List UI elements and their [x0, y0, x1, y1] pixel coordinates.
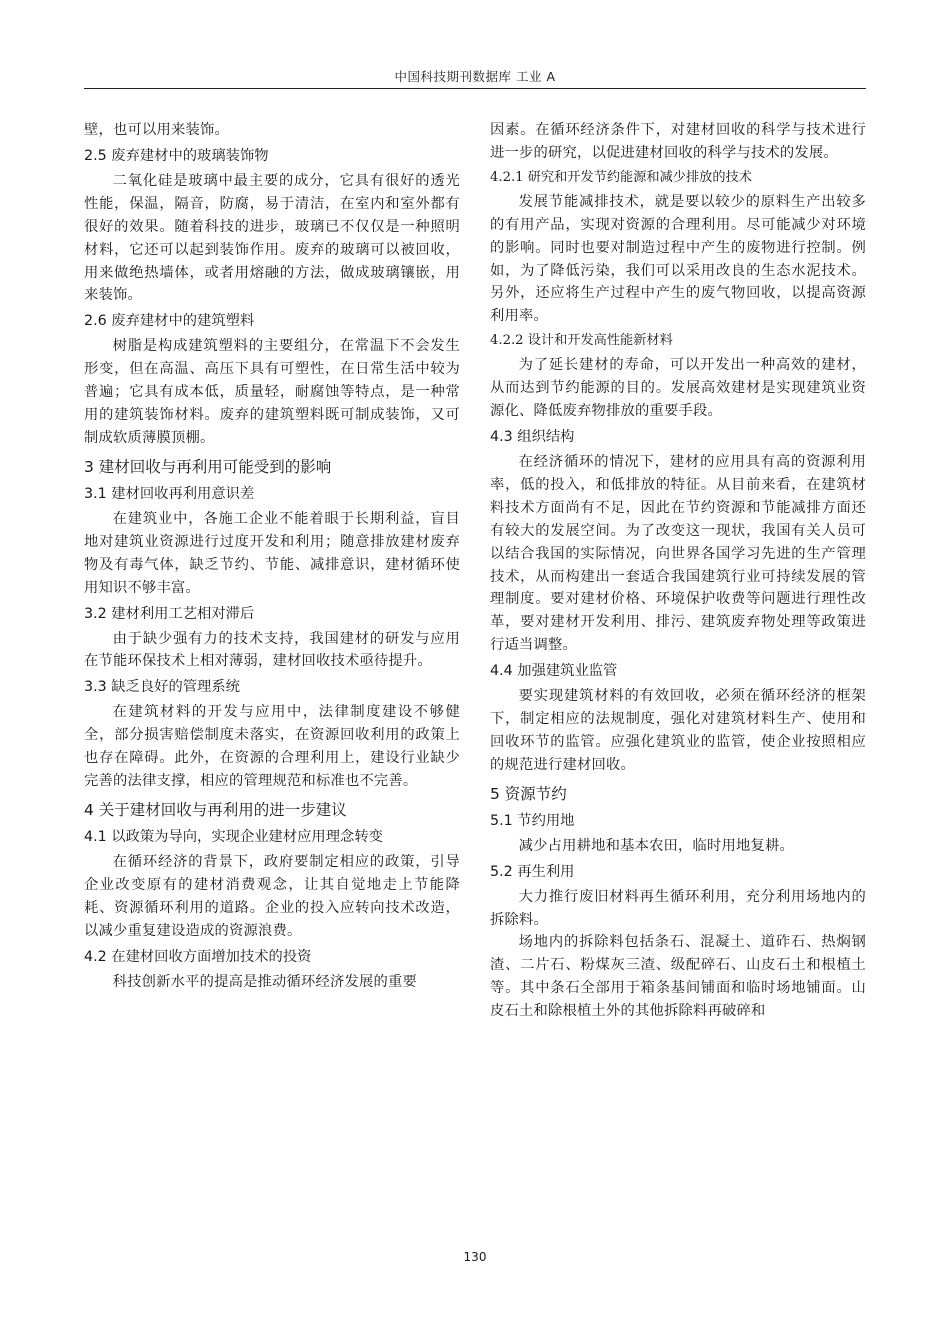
section-heading-5-1: 5.1 节约用地 [490, 812, 575, 829]
paragraph: 在循环经济的背景下，政府要制定相应的政策，引导企业改变原有的建材消费观念，让其自觉地走上节能降耗、资源循环利用的道路。企业的投入应转向技术改造，以减少重复建设造成的资源浪费。 [84, 853, 460, 939]
section-heading-5: 5 资源节约 [490, 784, 567, 803]
paragraph: 壁，也可以用来装饰。 [84, 122, 229, 138]
paragraph: 在建筑业中，各施工企业不能着眼于长期利益，盲目地对建筑业资源进行过度开发和利用；随意排放建材废弃物及有毒气体，缺乏节约、节能、减排意识，建材循环使用知识不够丰富。 [84, 510, 460, 596]
paragraph: 科技创新水平的提高是推动循环经济发展的重要 [112, 973, 418, 990]
right-column [490, 119, 866, 1023]
page-number: 130 [463, 1250, 487, 1264]
section-heading-4-2: 4.2 在建材回收方面增加技术的投资 [84, 948, 312, 965]
section-heading-3-1: 3.1 建材回收再利用意识差 [84, 485, 255, 502]
section-heading-5-2: 5.2 再生利用 [490, 863, 575, 880]
paragraph: 在经济循环的情况下，建材的应用具有高的资源利用率，低的投入，和低排放的特征。从目前来看，在建筑材料技术方面尚有不足，因此在节约资源和节能减排方面还有较大的发展空间。为了改变这一现状，我国有关人员可以结合我国的实际情况，向世界各国学习先进的生产管理技术，从而构建出一套适合我国建筑行业可持续发展的管理制度。要对建材价格、环境保护收费等问题进行理性改革，要对建材开发利用、排污、建筑废弃物处理等政策进行适当调整。 [490, 453, 866, 654]
paragraph: 树脂是构成建筑塑料的主要组分，在常温下不会发生形变，但在高温、高压下具有可塑性，在日常生活中较为普遍；它具有成本低，质量轻，耐腐蚀等特点，是一种常用的建筑装饰材料。废弃的建筑塑料既可制成装饰，又可制成软质薄膜顶棚。 [84, 338, 460, 446]
section-heading-4: 4 关于建材回收与再利用的进一步建议 [84, 800, 347, 819]
section-heading-3-3: 3.3 缺乏良好的管理系统 [84, 679, 240, 696]
section-heading-3: 3 建材回收与再利用可能受到的影响 [84, 457, 332, 476]
header-divider [84, 88, 866, 89]
paragraph: 在建筑材料的开发与应用中，法律制度建设不够健全，部分损害赔偿制度未落实，在资源回收利用的政策上也存在障碍。此外，在资源的合理利用上，建设行业缺少完善的法律支撑，相应的管理规范和标准也不完善。 [84, 704, 460, 790]
paragraph: 因素。在循环经济条件下，对建材回收的科学与技术进行进一步的研究，以促进建材回收的科学与技术的发展。 [490, 122, 866, 161]
paragraph: 场地内的拆除料包括条石、混凝土、道砟石、热焖钢渣、二片石、粉煤灰三渣、级配碎石、山皮石土和根植土等。其中条石全部用于箱条基间铺面和临时场地铺面。山皮石土和除根植土外的其他拆除料再破碎和 [490, 934, 866, 1020]
paragraph: 减少占用耕地和基本农田，临时用地复耕。 [518, 837, 795, 854]
paragraph: 由于缺少强有力的技术支持，我国建材的研发与应用在节能环保技术上相对薄弱，建材回收技术亟待提升。 [84, 630, 460, 670]
left-column [84, 119, 460, 993]
paragraph: 为了延长建材的寿命，可以开发出一种高效的建材，从而达到节约能源的目的。发展高效建材是实现建筑业资源化、降低废弃物排放的重要手段。 [490, 357, 866, 420]
section-heading-2-6: 2.6 废弃建材中的建筑塑料 [84, 313, 255, 330]
section-heading-3-2: 3.2 建材利用工艺相对滞后 [84, 605, 255, 622]
section-heading-4-1: 4.1 以政策为导向，实现企业建材应用理念转变 [84, 828, 383, 845]
paragraph: 发展节能减排技术，就是要以较少的原料生产出较多的有用产品，实现对资源的合理利用。尽可能减少对环境的影响。同时也要对制造过程中产生的废物进行控制。例如，为了降低污染，我们可以采用改良的生态水泥技术。另外，还应将生产过程中产生的废气物回收，以提高资源利用率。 [490, 193, 866, 325]
section-heading-4-4: 4.4 加强建筑业监管 [490, 663, 618, 680]
section-heading-4-3: 4.3 组织结构 [490, 428, 575, 445]
section-heading-4-2-1: 4.2.1 研究和开发节约能源和减少排放的技术 [490, 169, 752, 185]
paragraph: 大力推行废旧材料再生循环利用，充分利用场地内的拆除料。 [490, 888, 866, 928]
section-heading-2-5: 2.5 废弃建材中的玻璃装饰物 [84, 147, 269, 164]
paragraph: 要实现建筑材料的有效回收，必须在循环经济的框架下，制定相应的法规制度，强化对建筑材料生产、使用和回收环节的监管。应强化建筑业的监管，使企业按照相应的规范进行建材回收。 [490, 688, 866, 773]
running-header: 中国科技期刊数据库 工业 A [394, 69, 556, 84]
section-heading-4-2-2: 4.2.2 设计和开发高性能新材料 [490, 333, 673, 349]
paragraph: 二氧化硅是玻璃中最主要的成分，它具有很好的透光性能，保温，隔音，防腐，易于清洁，在室内和室外都有很好的效果。随着科技的进步，玻璃已不仅仅是一种照明材料，它还可以起到装饰作用。废弃的玻璃可以被回收，用来做绝热墙体，或者用熔融的方法，做成玻璃镶嵌，用来装饰。 [84, 172, 460, 304]
